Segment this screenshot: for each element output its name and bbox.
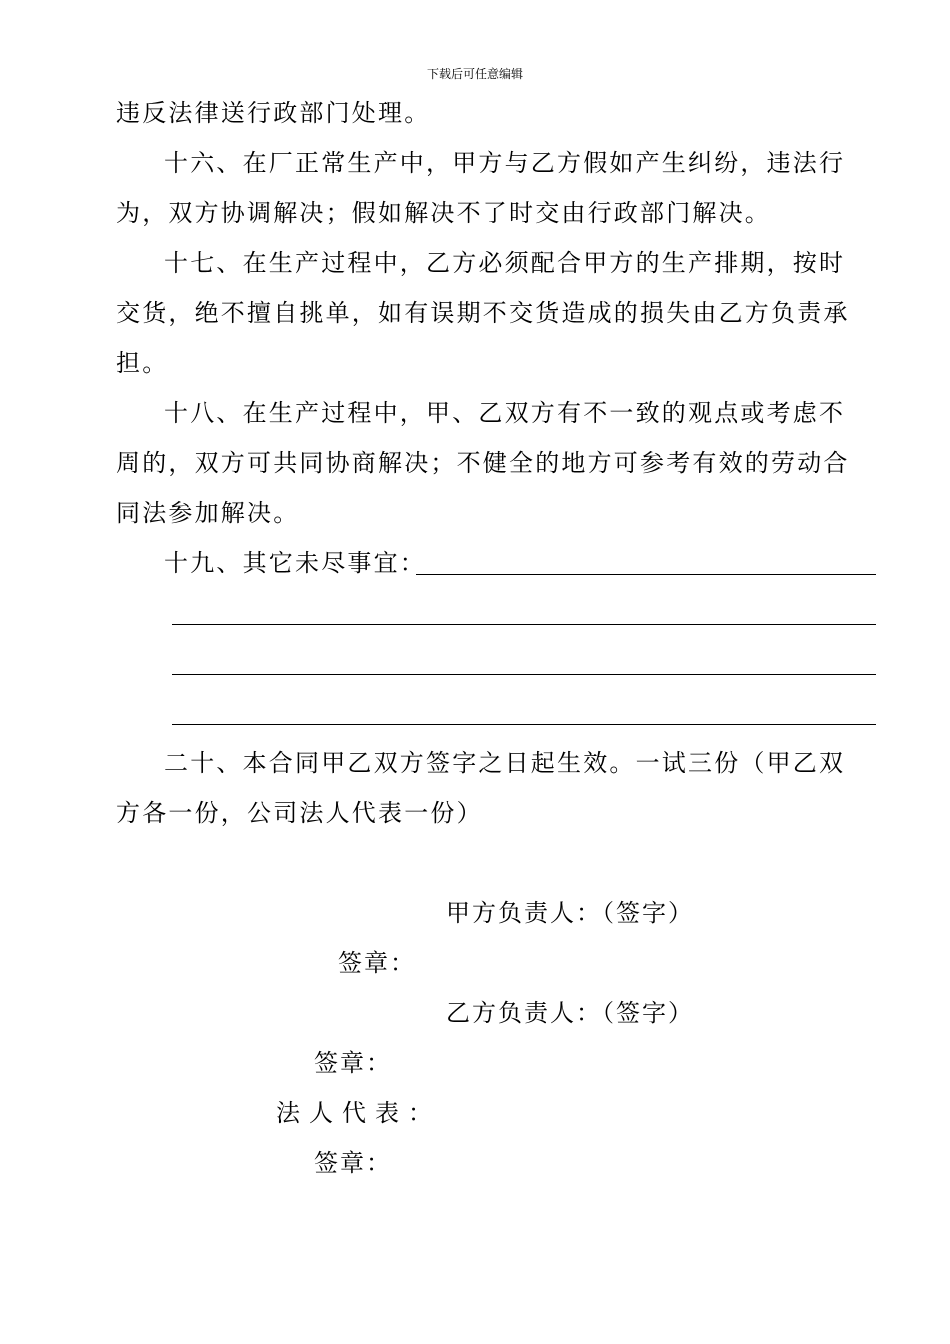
- paragraph-line: 方各一份，公司法人代表一份）: [116, 799, 483, 827]
- fill-in-line: [172, 724, 876, 725]
- paragraph-line: 担。: [116, 349, 169, 377]
- paragraph-line: 为，双方协调解决；假如解决不了时交由行政部门解决。: [116, 199, 771, 227]
- party-a-stamp-label: 签章：: [338, 949, 416, 977]
- paragraph-line: 交货，绝不擅自挑单，如有误期不交货造成的损失由乙方负责承: [116, 299, 850, 327]
- page-header: 下载后可任意编辑: [426, 67, 523, 81]
- legal-rep-label: 法人代表：: [276, 1099, 441, 1127]
- legal-rep-stamp-label: 签章：: [314, 1149, 392, 1177]
- party-a-signature-label: 甲方负责人：（签字）: [446, 899, 694, 927]
- paragraph-line: 违反法律送行政部门处理。: [116, 99, 431, 127]
- paragraph-line: 二十、本合同甲乙双方签字之日起生效。一试三份（甲乙双: [164, 749, 846, 777]
- paragraph-line: 十八、在生产过程中，甲、乙双方有不一致的观点或考虑不: [164, 399, 846, 427]
- fill-in-line: [416, 574, 876, 575]
- party-b-stamp-label: 签章：: [314, 1049, 392, 1077]
- paragraph-line: 十九、其它未尽事宜：: [164, 549, 426, 577]
- paragraph-line: 同法参加解决。: [116, 499, 300, 527]
- fill-in-line: [172, 674, 876, 675]
- paragraph-line: 十七、在生产过程中，乙方必须配合甲方的生产排期，按时: [164, 249, 846, 277]
- fill-in-line: [172, 624, 876, 625]
- paragraph-line: 周的，双方可共同协商解决；不健全的地方可参考有效的劳动合: [116, 449, 850, 477]
- party-b-signature-label: 乙方负责人：（签字）: [446, 999, 694, 1027]
- paragraph-line: 十六、在厂正常生产中，甲方与乙方假如产生纠纷，违法行: [164, 149, 846, 177]
